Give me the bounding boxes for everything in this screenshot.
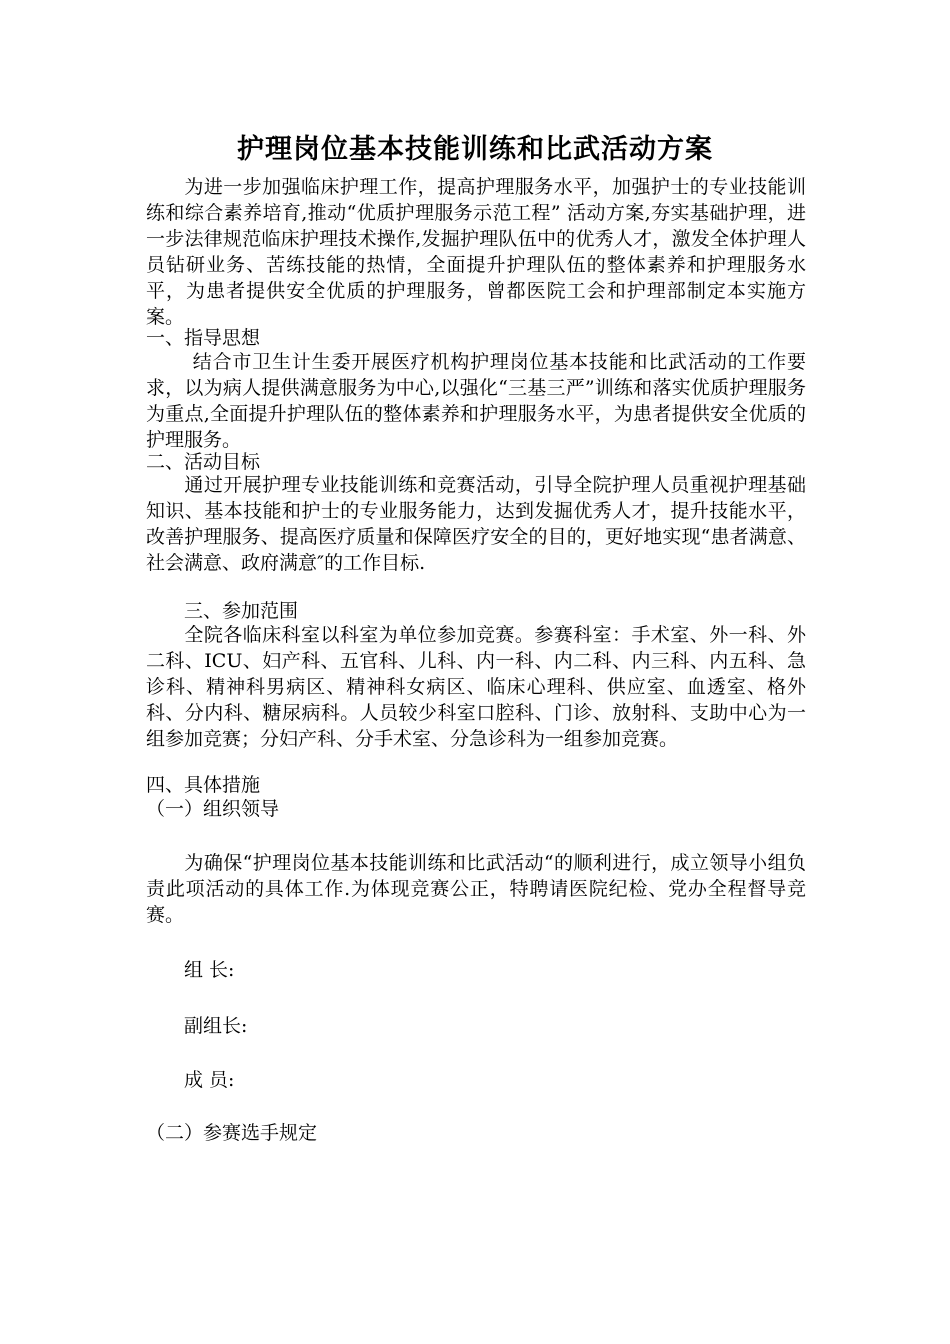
leader-label: 组 长: [184,959,235,981]
section3-heading: 三、参加范围 [184,600,299,622]
document-title: 护理岗位基本技能训练和比武活动方案 [237,134,713,165]
section3-paragraph [146,622,806,752]
section4-heading: 四、具体措施 [146,774,261,796]
section3-text: 全院各临床科室以科室为单位参加竞赛。参赛科室：手术室、外一科、外二科、ICU、妇产科、五官科、儿科、内一科、内二科、内三科、内五科、急诊科、精神科男病区、精神科女病区、临床心理科、供应室、血透室、格外科、分内科、糖尿病科。人员较少科室口腔科、门诊、放射科、支助中心为一组参加竞赛；分妇产科、分手术室、分急诊科为一组参加竞赛。 [146,624,806,750]
sub1-heading: （一）组织领导 [146,798,280,820]
sub1-paragraph [146,850,806,928]
section1-heading: 一、指导思想 [146,327,261,349]
section1-paragraph [146,349,806,453]
section1-text: 结合市卫生计生委开展医疗机构护理岗位基本技能和比武活动的工作要求，以为病人提供满意服务为中心,以强化“三基三严”训练和落实优质护理服务为重点,全面提升护理队伍的整体素养和护理服务水平，为患者提供安全优质的护理服务。 [146,351,806,451]
section2-heading: 二、活动目标 [146,451,261,473]
member-label: 成 员: [184,1069,235,1091]
section2-paragraph [146,472,806,576]
intro-paragraph [146,174,806,330]
deputy-label: 副组长: [184,1015,248,1037]
section2-text: 通过开展护理专业技能训练和竞赛活动，引导全院护理人员重视护理基础知识、基本技能和护士的专业服务能力，达到发掘优秀人才，提升技能水平，改善护理服务、提高医疗质量和保障医疗安全的目的，更好地实现“患者满意、社会满意、政府满意″的工作目标. [146,474,806,574]
intro-text: 为进一步加强临床护理工作，提高护理服务水平，加强护士的专业技能训练和综合素养培育,推动“优质护理服务示范工程” 活动方案,夯实基础护理，进一步法律规范临床护理技术操作,发掘护理队伍中的优秀人才，激发全体护理人员钻研业务、苦练技能的热情，全面提升护理队伍的整体素养和护理服务水平，为患者提供安全优质的护理服务，曾都医院工会和护理部制定本实施方案。 [146,176,806,328]
sub2-heading: （二）参赛选手规定 [146,1122,318,1144]
sub1-text: 为确保“护理岗位基本技能训练和比武活动“的顺利进行，成立领导小组负责此项活动的具体工作.为体现竞赛公正，特聘请医院纪检、党办全程督导竞赛。 [146,852,806,926]
